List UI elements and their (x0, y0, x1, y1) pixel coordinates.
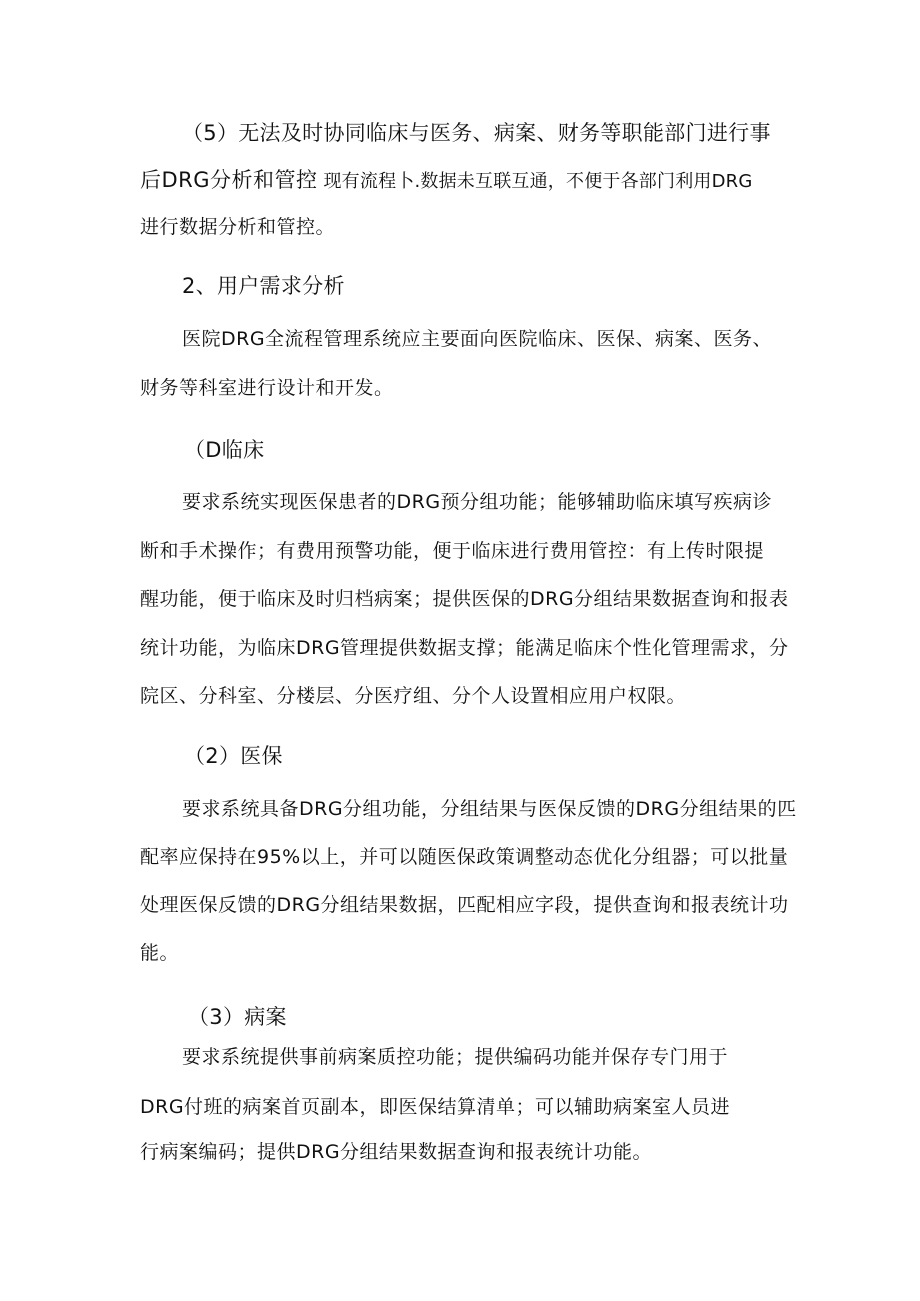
section-2-heading: 2、用户需求分析 (182, 274, 345, 298)
intro-line-2: 财务等科室进行设计和开发。 (140, 377, 394, 399)
intro-line-1: 医院DRG全流程管理系统应主要面向医院临床、医保、病案、医务、 (182, 328, 773, 350)
insurance-heading: （2）医保 (184, 744, 283, 768)
insurance-line-1: 要求系统具备DRG分组功能，分组结果与医保反馈的DRG分组结果的匹 (182, 798, 797, 820)
item5-text: 现有流程卜.数据未互联互通，不便于各部门利用DRG (317, 171, 753, 192)
clinical-heading: （D临床 (184, 438, 265, 462)
item5-line-1: （5）无法及时协同临床与医务、病案、财务等职能部门进行事 (182, 121, 771, 145)
clinical-line-1: 要求系统实现医保患者的DRG预分组功能；能够辅助临床填写疾病诊 (182, 491, 773, 513)
clinical-line-4: 统计功能，为临床DRG管理提供数据支撑；能满足临床个性化管理需求，分 (140, 637, 789, 659)
clinical-line-5: 院区、分科室、分楼层、分医疗组、分个人设置相应用户权限。 (140, 685, 687, 707)
records-line-3: 行病案编码；提供DRG分组结果数据查询和报表统计功能。 (140, 1141, 653, 1163)
clinical-line-2: 断和手术操作；有费用预警功能，便于临床进行费用管控：有上传时限提 (140, 540, 765, 562)
records-heading: （3）病案 (188, 1005, 287, 1029)
clinical-line-3: 醒功能，便于临床及时归档病案；提供医保的DRG分组结果数据查询和报表 (140, 588, 789, 610)
insurance-line-3: 处理医保反馈的DRG分组结果数据，匹配相应字段，提供查询和报表统计功 (140, 894, 789, 916)
item5-line-3: 进行数据分析和管控。 (140, 216, 336, 238)
records-line-1: 要求系统提供事前病案质控功能；提供编码功能并保存专门用于 (182, 1046, 729, 1068)
records-line-2: DRG付班的病案首页副本，即医保结算清单；可以辅助病案室人员进 (140, 1096, 731, 1118)
insurance-line-4: 能。 (140, 942, 180, 964)
insurance-line-2: 配率应保持在95%以上，并可以随医保政策调整动态优化分组器；可以批量 (140, 846, 789, 868)
item5-title-continued: 后DRG分析和管控 (140, 168, 318, 192)
item5-line-2 (140, 168, 753, 194)
